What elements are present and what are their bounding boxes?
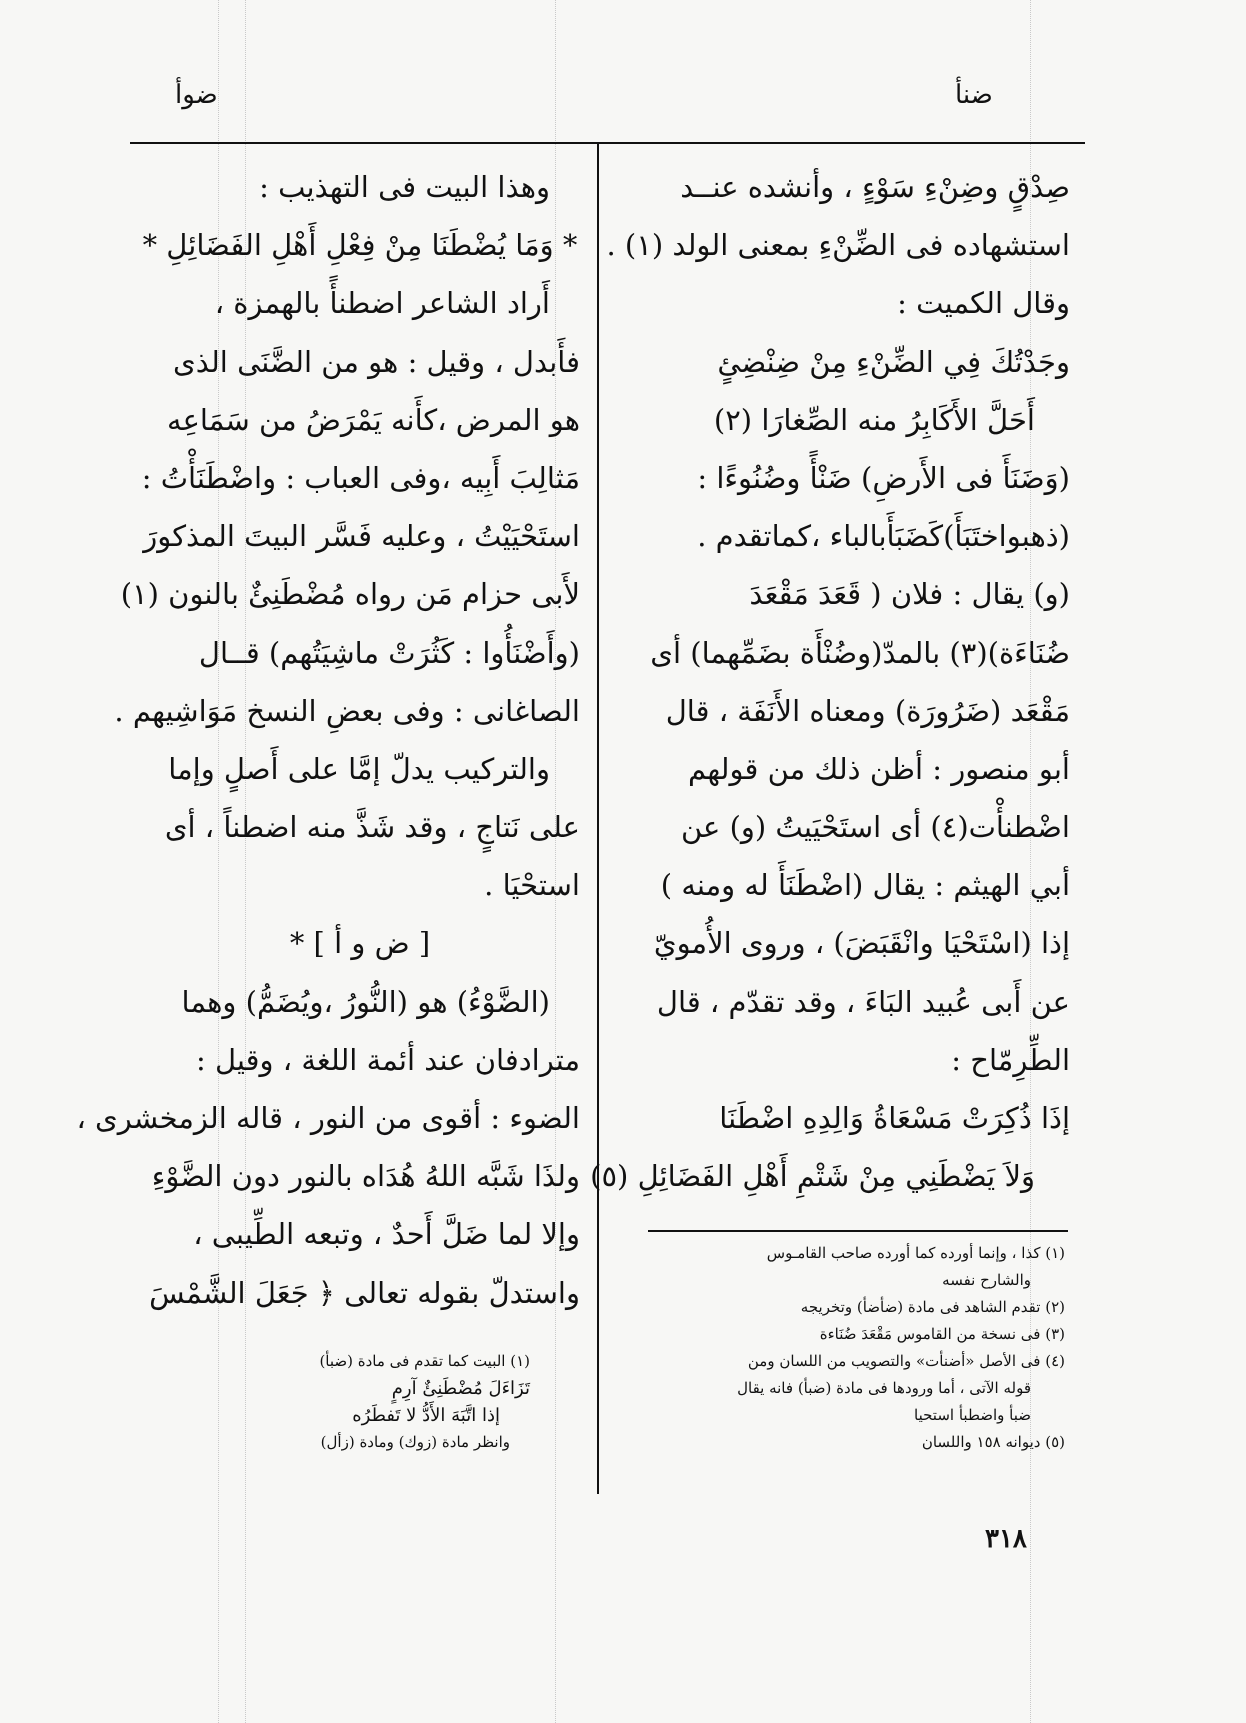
footnote-line: (٣) فى نسخة من القاموس مَقْعَدَ ضُنَاءة [819, 1325, 1065, 1343]
text-line: (و) يقال : فلان ( قَعَدَ مَقْعَدَ [749, 577, 1070, 612]
footnote-line: (٥) ديوانه ١٥٨ واللسان [921, 1433, 1065, 1451]
text-line: عن أَبى عُبيد البَاءَ ، وقد تقدّم ، قال [656, 984, 1070, 1019]
text-line: وهذا البيت فى التهذيب : [259, 170, 550, 204]
verse-line: * وَمَا يُضْطَنَا مِنْ فِعْلِ أَهْلِ الفَضَائِلِ * [142, 228, 578, 263]
text-line: استحْيَا . [484, 868, 580, 903]
text-line: أبي الهيثم : يقال (اضْطَنَأَ له ومنه ) [660, 868, 1070, 903]
text-line: (وَضَنَأَ فى الأَرضِ) ضَنْأً وضُنُوءًا : [697, 460, 1070, 495]
entry-heading: [ ض و أ ] * [289, 926, 431, 961]
text-line: ولذَا شَبَّه اللهُ هُدَاه بالنور دون الضَّوْءِ [151, 1159, 580, 1194]
running-header-right: ضنأ [955, 80, 993, 110]
verse-line: وَلاَ يَضْطَنِي مِنْ شَتْمِ أَهْلِ الفَضَائِلِ (٥) [590, 1159, 1035, 1194]
text-line: استشهاده فى الضِّنْءِ بمعنى الولد (١) . [606, 228, 1070, 263]
text-line: الضوء : أقوى من النور ، قاله الزمخشرى ، [76, 1101, 580, 1135]
footnote-rule [648, 1230, 1068, 1232]
text-line: الطِّرِمّاح : [951, 1042, 1070, 1077]
footnote-line: (٤) فى الأصل «أضنأت» والتصويب من اللسان ومن [747, 1352, 1065, 1370]
text-line: والتركيب يدلّ إمَّا على أَصلٍ وإما [168, 751, 550, 786]
footnote-line: إذا اتَّبَهَ الأَدُّ لا تَفطَرُه [352, 1405, 500, 1426]
text-line: هو المرض ،كأَنه يَمْرَضُ من سَمَاعِه [167, 402, 580, 437]
header-rule [130, 142, 1085, 144]
column-divider [597, 142, 599, 1494]
text-line: صِدْقٍ وضِنْءِ سَوْءٍ ، وأنشده عنــد [680, 170, 1070, 204]
verse-line: أَحَلَّ الأَكَابِرُ منه الصِّغارَا (٢) [713, 402, 1035, 437]
text-line: أبو منصور : أظن ذلك من قولهم [688, 751, 1070, 786]
text-line: على نَتاجٍ ، وقد شَذَّ منه اضطناً ، أى [164, 810, 580, 845]
text-line: اضْطنأْت(٤) أى استَحْيَيتُ (و) عن [680, 810, 1070, 845]
text-line: (وأَضْنَأُوا : كَثُرَتْ ماشِيَتُهم) قــال [198, 635, 580, 670]
text-line: إذا (اسْتَحْيَا وانْقَبَضَ) ، وروى الأُمويّ [653, 926, 1070, 961]
left-footnotes [140, 1348, 570, 1456]
text-line: مَقْعَد (ضَرُورَة) ومعناه الأَنَفَة ، قال [665, 693, 1070, 728]
page-number: ٣١٨ [985, 1524, 1027, 1554]
text-line: لأَبى حزام مَن رواه مُضْطَنِئٌ بالنون (١) [120, 577, 580, 612]
text-line: واستدلّ بقوله تعالى ﴿ جَعَلَ الشَّمْسَ [149, 1275, 580, 1310]
text-line: مترادفان عند أئمة اللغة ، وقيل : [195, 1042, 580, 1077]
text-line: (الضَّوْءُ) هو (النُّورُ ،ويُضَمُّ) وهما [181, 984, 550, 1019]
text-line: ضُنَاءَة)(٣) بالمدّ(وضُنْأَة بضَمِّهما) أى [650, 635, 1070, 670]
text-line: (ذهبواختَبَأَ)كَضَبَأَبالباء ،كماتقدم . [697, 519, 1070, 554]
text-line: استَحْيَيْتُ ، وعليه فَسَّر البيتَ المذكورَ [143, 519, 580, 554]
footnote-line: (١) كذا ، وإنما أورده كما أورده صاحب القامـوس [766, 1244, 1065, 1262]
text-line: مَثالِبَ أَبِيه ،وفى العباب : واضْطَنَأْتُ : [141, 460, 580, 495]
right-footnotes [645, 1240, 1065, 1456]
right-column [590, 158, 1070, 1205]
text-line: وإلا لما ضَلَّ أَحدٌ ، وتبعه الطِّيبى ، [193, 1217, 580, 1252]
text-line: فأَبدل ، وقيل : هو من الضَّنَى الذى [173, 344, 580, 379]
footnote-line: تَزَاءَلَ مُضْطَنِئٌ آرِمٍ [391, 1378, 530, 1399]
left-column [76, 158, 580, 1322]
running-header-left: ضوأ [175, 80, 218, 110]
text-line: أَراد الشاعر اضطنأً بالهمزة ، [214, 286, 550, 321]
footnote-line: (١) البيت كما تقدم فى مادة (ضبأ) [319, 1352, 530, 1370]
footnote-line: والشارح نفسه [942, 1271, 1031, 1289]
footnote-line: ضبأ واضطبأ استحيا [914, 1406, 1031, 1424]
footnote-line: قوله الآتى ، أما ورودها فى مادة (ضبأ) فانه يقال [737, 1379, 1031, 1397]
footnote-line: وانظر مادة (زوك) ومادة (زأل) [320, 1433, 510, 1451]
footnote-line: (٢) تقدم الشاهد فى مادة (ضأضأ) وتخريجه [800, 1298, 1065, 1316]
verse-line: وجَدْتُكَ فِي الضِّنْءِ مِنْ ضِنْضِئٍ [717, 344, 1070, 379]
verse-line: إذَا ذُكِرَتْ مَسْعَاةُ وَالِدِهِ اضْطَنَا [719, 1101, 1070, 1135]
text-line: الصاغانى : وفى بعضِ النسخ مَوَاشِيهم . [114, 693, 580, 728]
text-line: وقال الكميت : [897, 286, 1070, 321]
